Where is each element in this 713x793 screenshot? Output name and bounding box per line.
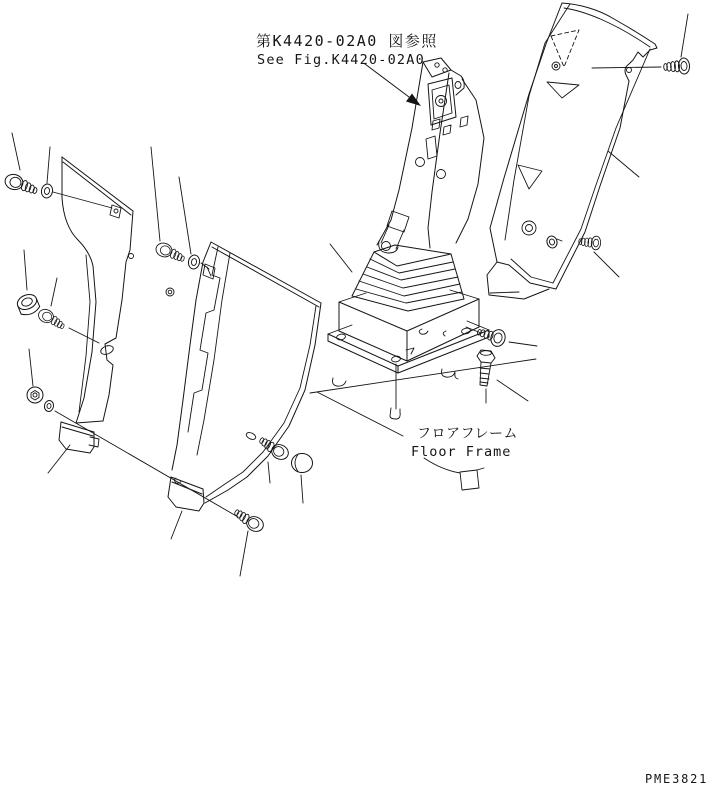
panel-screw-icon xyxy=(546,235,562,249)
floor-frame xyxy=(310,359,536,419)
floor-frame-label-jp: フロアフレーム xyxy=(417,426,518,442)
reference-arrow xyxy=(365,64,421,106)
floor-frame-label-en: Floor Frame xyxy=(411,444,512,460)
reference-note-en: See Fig.K4420-02A0 xyxy=(257,52,425,68)
lever-stand xyxy=(377,58,484,253)
mounting-plate xyxy=(328,321,489,373)
drawing-number: PME3821 xyxy=(645,772,709,786)
flange-bolt-icon xyxy=(477,350,495,386)
washer-icon xyxy=(40,183,53,199)
cap-nut-icon xyxy=(27,387,43,403)
tapping-screw-icon xyxy=(3,172,39,195)
washer-screw-icon xyxy=(578,235,601,250)
washer-icon xyxy=(43,400,54,413)
tapping-screw-icon xyxy=(154,241,187,263)
plug-cap-icon xyxy=(292,454,313,473)
leader-lines xyxy=(12,14,688,576)
washer-icon xyxy=(187,254,200,270)
grommet-bushing-icon xyxy=(15,292,41,318)
tapping-screw-icon xyxy=(36,307,67,331)
reference-note-jp: 第K4420-02A0 図参照 xyxy=(256,32,438,50)
tapping-screw-icon xyxy=(231,508,266,534)
washer-screw-icon xyxy=(663,58,690,75)
bellows-boot xyxy=(352,245,464,311)
floor-frame-tag xyxy=(424,458,484,490)
left-rear-cover-panel xyxy=(59,157,134,453)
right-cover-panel xyxy=(487,3,657,299)
washer-screw-icon xyxy=(475,324,507,349)
